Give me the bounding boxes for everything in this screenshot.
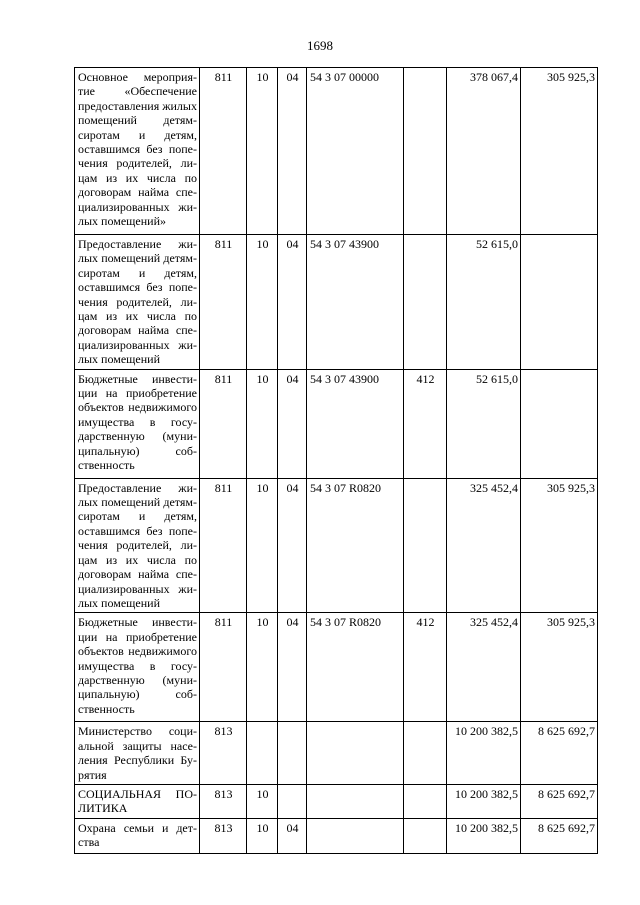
expense-kind-code [404,68,447,235]
expense-kind-code [404,818,447,853]
budget-table [74,67,598,854]
table-row [75,722,598,785]
subsection-code: 04 [278,478,307,613]
amount-year-1: 378 067,4 [447,68,521,235]
section-code: 10 [247,613,278,722]
table-row [75,68,598,235]
subsection-code: 04 [278,818,307,853]
subsection-code [278,784,307,818]
budget-table-body [75,68,598,854]
amount-year-2: 8 625 692,7 [521,818,598,853]
row-name: СОЦИАЛЬНАЯ ПОЛИТИКА [75,784,200,818]
section-code: 10 [247,478,278,613]
section-code: 10 [247,68,278,235]
amount-year-1: 52 615,0 [447,369,521,478]
target-article-code: 54 3 07 43900 [307,369,404,478]
target-article-code [307,818,404,853]
amount-year-2 [521,235,598,370]
table-row [75,613,598,722]
ministry-code: 813 [200,722,247,785]
row-name: Бюджетные инвестиции на приобретение объектов недвижимого имущества в государственную (муниципальную) собственность [75,369,200,478]
ministry-code: 811 [200,478,247,613]
amount-year-2 [521,369,598,478]
amount-year-1: 10 200 382,5 [447,818,521,853]
table-row [75,818,598,853]
target-article-code: 54 3 07 00000 [307,68,404,235]
amount-year-1: 325 452,4 [447,478,521,613]
amount-year-1: 52 615,0 [447,235,521,370]
section-code: 10 [247,818,278,853]
subsection-code: 04 [278,613,307,722]
expense-kind-code [404,722,447,785]
ministry-code: 813 [200,818,247,853]
amount-year-2: 305 925,3 [521,68,598,235]
subsection-code [278,722,307,785]
subsection-code: 04 [278,369,307,478]
row-name: Предоставление жилых помещений детям-сиротам и детям, оставшимся без попечения родителей, лицам из их числа по договорам найма специализированных жилых помещений [75,235,200,370]
amount-year-2: 8 625 692,7 [521,784,598,818]
section-code [247,722,278,785]
row-name: Охрана семьи и детства [75,818,200,853]
expense-kind-code [404,784,447,818]
target-article-code: 54 3 07 R0820 [307,613,404,722]
expense-kind-code [404,235,447,370]
target-article-code: 54 3 07 R0820 [307,478,404,613]
row-name: Бюджетные инвестиции на приобретение объектов недвижимого имущества в государственную (муниципальную) собственность [75,613,200,722]
table-row [75,235,598,370]
section-code: 10 [247,235,278,370]
page-number: 1698 [307,38,333,53]
row-name: Министерство социальной защиты населения Республики Бурятия [75,722,200,785]
amount-year-1: 10 200 382,5 [447,722,521,785]
amount-year-1: 10 200 382,5 [447,784,521,818]
table-row [75,784,598,818]
expense-kind-code: 412 [404,369,447,478]
subsection-code: 04 [278,235,307,370]
target-article-code [307,722,404,785]
amount-year-2: 305 925,3 [521,613,598,722]
amount-year-1: 325 452,4 [447,613,521,722]
section-code: 10 [247,369,278,478]
row-name: Предоставление жилых помещений детям-сиротам и детям, оставшимся без попечения родителей, лицам из их числа по договорам найма специализированных жилых помещений [75,478,200,613]
ministry-code: 813 [200,784,247,818]
expense-kind-code: 412 [404,613,447,722]
ministry-code: 811 [200,68,247,235]
table-row [75,478,598,613]
target-article-code: 54 3 07 43900 [307,235,404,370]
target-article-code [307,784,404,818]
expense-kind-code [404,478,447,613]
subsection-code: 04 [278,68,307,235]
ministry-code: 811 [200,613,247,722]
row-name: Основное мероприятие «Обеспечение предоставления жилых помещений детям-сиротам и детям, оставшимся без попечения родителей, лицам из их числа по договорам найма специализированных жилых помещений» [75,68,200,235]
table-row [75,369,598,478]
ministry-code: 811 [200,235,247,370]
section-code: 10 [247,784,278,818]
ministry-code: 811 [200,369,247,478]
amount-year-2: 8 625 692,7 [521,722,598,785]
amount-year-2: 305 925,3 [521,478,598,613]
